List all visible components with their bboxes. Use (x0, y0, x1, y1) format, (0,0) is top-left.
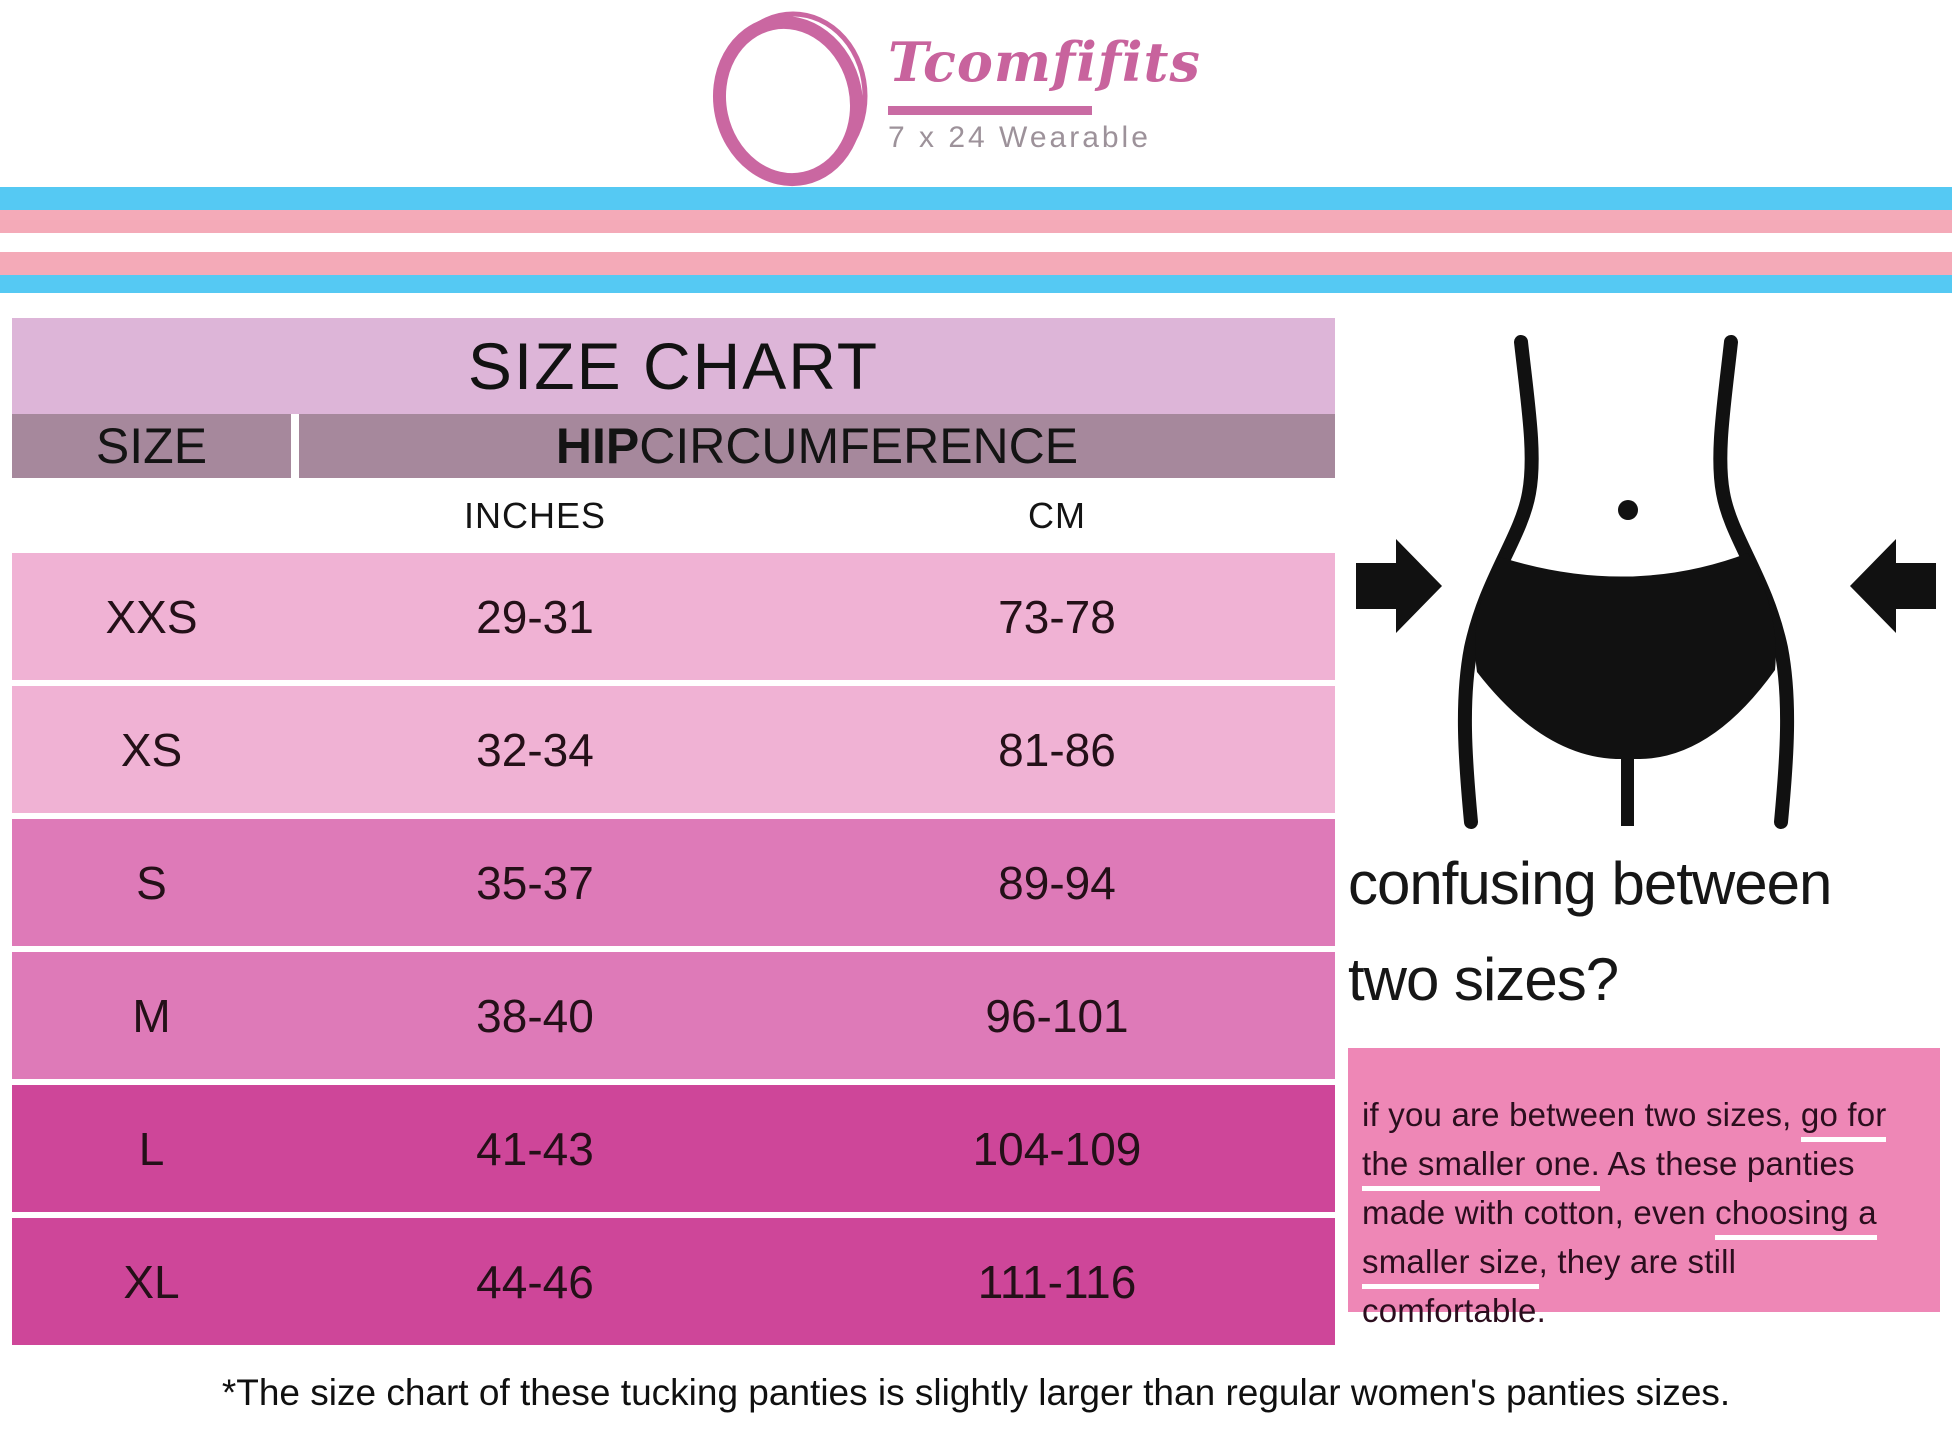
table-row (12, 686, 1335, 813)
units-row (12, 478, 1335, 553)
size-cell: XS (120, 723, 183, 776)
table-header-row (12, 414, 1335, 478)
table-row (12, 1085, 1335, 1212)
advice-text: As these panties (1600, 1145, 1855, 1182)
inches-unit-label: INCHES (463, 494, 607, 536)
brand-logo-circle-icon (705, 8, 877, 190)
size-column-header: SIZE (12, 414, 291, 478)
brand-tagline: 7 x 24 Wearable (888, 121, 1151, 154)
hip-header-bold: HIP (555, 418, 640, 474)
flag-stripe-blue-bottom (0, 275, 1952, 293)
advice-underlined-text: the smaller one. (1362, 1145, 1600, 1191)
table-body (12, 553, 1335, 1345)
cm-unit-label: CM (1028, 494, 1086, 536)
size-cell: XL (123, 1255, 180, 1308)
inches-cell: 35-37 (476, 856, 594, 909)
flag-stripe-pink-bottom (0, 252, 1952, 275)
inches-cell: 38-40 (476, 989, 594, 1042)
advice-text: if you are between two sizes, (1362, 1096, 1801, 1133)
confusing-heading-line2: two sizes? (1348, 946, 1619, 1013)
inches-cell: 32-34 (476, 723, 594, 776)
advice-line (1362, 1237, 1926, 1335)
flag-stripe-blue-top (0, 187, 1952, 210)
cm-cell: 73-78 (998, 590, 1116, 643)
size-cell: L (138, 1122, 165, 1175)
confusing-heading-line1: confusing between (1348, 850, 1832, 917)
table-title-row (12, 318, 1335, 414)
table-title-cell (12, 318, 1335, 414)
cm-cell: 104-109 (972, 1122, 1142, 1175)
size-table (12, 318, 1335, 1345)
flag-stripe-pink-top (0, 210, 1952, 233)
advice-line (1362, 1188, 1926, 1237)
brand-name: Tcomfifits (888, 30, 1201, 94)
hip-measure-illustration (1340, 330, 1952, 830)
table-row (12, 952, 1335, 1079)
table-row (12, 819, 1335, 946)
hip-header-rest: CIRCUMFERENCE (639, 418, 1079, 474)
size-cell: XXS (105, 590, 198, 643)
cm-cell: 96-101 (985, 989, 1129, 1042)
advice-text: , they are still comfortable. (1362, 1243, 1737, 1329)
advice-underlined-text: choosing a (1715, 1194, 1877, 1240)
advice-box (1348, 1048, 1940, 1329)
inches-cell: 29-31 (476, 590, 594, 643)
size-cell: S (136, 856, 167, 909)
advice-text: made with cotton, even (1362, 1194, 1716, 1231)
advice-underlined-text: smaller size (1362, 1243, 1539, 1289)
brand-underline-bar (888, 106, 1092, 115)
cm-cell: 111-116 (977, 1255, 1137, 1308)
size-cell: M (132, 989, 171, 1042)
table-row (12, 553, 1335, 680)
confusing-heading (1348, 836, 1948, 1028)
hip-circumference-header (299, 414, 1335, 478)
advice-line (1362, 1090, 1926, 1139)
table-title: SIZE CHART (467, 329, 880, 403)
advice-underlined-text: go for (1801, 1096, 1887, 1142)
advice-line (1362, 1139, 1926, 1188)
inches-cell: 41-43 (476, 1122, 594, 1175)
table-row (12, 1218, 1335, 1345)
footnote: *The size chart of these tucking panties is slightly larger than regular women's panties sizes. (221, 1372, 1731, 1413)
cm-cell: 89-94 (998, 856, 1116, 909)
units-empty-cell (12, 478, 291, 553)
inches-cell: 44-46 (476, 1255, 594, 1308)
cm-cell: 81-86 (998, 723, 1116, 776)
